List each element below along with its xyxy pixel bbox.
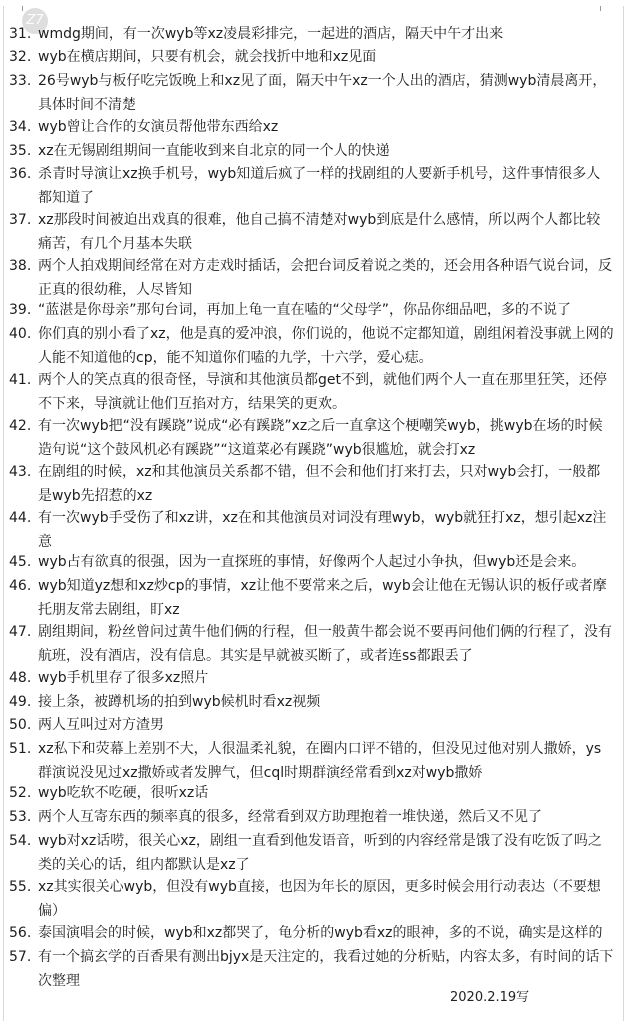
- item-text: wyb曾让合作的女演员帮他带东西给xz: [38, 119, 279, 135]
- item-number: 57.: [9, 949, 32, 965]
- list-item: [0, 322, 625, 370]
- list-item: [0, 506, 625, 554]
- item-number: 33.: [9, 73, 32, 89]
- item-text: 两人互叫过对方渣男: [38, 717, 164, 733]
- item-text: wyb手机里存了很多xz照片: [38, 670, 209, 686]
- item-text: xz其实很关心wyb，但没有wyb直接，也因为年长的原因，更多时候会用行动表达（不要想偏）: [38, 879, 601, 919]
- item-number: 46.: [9, 578, 32, 594]
- list-item: [0, 574, 625, 622]
- item-number: 32.: [9, 49, 32, 65]
- item-number: 53.: [9, 809, 32, 825]
- item-number: 45.: [9, 554, 32, 570]
- item-text: 接上条，被蹲机场的拍到wyb候机时看xz视频: [38, 694, 321, 710]
- list-item: [0, 254, 625, 302]
- item-text: 两个人的笑点真的很奇怪，导演和其他演员都get不到，就他们两个人一直在那里狂笑，还停不下来，导演就让他们互掐对方，结果笑的更欢。: [38, 372, 607, 412]
- item-text: 有一次wyb手受伤了和xz讲，xz在和其他演员对词没有理wyb，wyb就狂打xz，想引起xz注意: [38, 510, 607, 550]
- list-item: [0, 208, 625, 256]
- margin-tick-right: [600, 6, 601, 11]
- list-item: [0, 69, 625, 117]
- list-item: [0, 781, 625, 805]
- item-number: 51.: [9, 741, 32, 757]
- item-number: 31.: [9, 26, 32, 42]
- item-text: 有一次wyb把“没有蹊跷”说成“必有蹊跷”xz之后一直拿这个梗嘲笑wyb，挑wyb在场的时候造句说“这个鼓风机必有蹊跷”“这道菜必有蹊跷”wyb很尴尬，就会打xz: [38, 418, 603, 458]
- item-number: 55.: [9, 879, 32, 895]
- list-item: [0, 713, 625, 737]
- item-text: 有一个搞玄学的百香果有测出bjyx是天注定的，我看过她的分析贴，内容太多，有时间的话下次整理: [38, 949, 614, 989]
- list-item: [0, 115, 625, 139]
- item-text: 两个人互寄东西的频率真的很多，经常看到双方助理抱着一堆快递，然后又不见了: [38, 809, 542, 825]
- item-text: wyb在横店期间，只要有机会，就会找折中地和xz见面: [38, 49, 377, 65]
- margin-tick-left: [22, 6, 23, 11]
- list-item: [0, 414, 625, 462]
- item-text: xz那段时间被迫出戏真的很难，他自己搞不清楚对wyb到底是什么感情，所以两个人都比较痛苦，有几个月基本失联: [38, 212, 601, 252]
- item-text: “蓝湛是你母亲”那句台词，再加上龟一直在嗑的“父母学”，你品你细品吧，多的不说了: [38, 302, 572, 318]
- item-text: 泰国演唱会的时候，wyb和xz都哭了，龟分析的wyb看xz的眼神，多的不说，确实是这样的: [38, 925, 603, 941]
- watermark-badge: Z7: [22, 8, 48, 34]
- item-number: 48.: [9, 670, 32, 686]
- list-item: [0, 22, 625, 46]
- item-number: 44.: [9, 510, 32, 526]
- item-text: wyb吃软不吃硬，很听xz话: [38, 785, 209, 801]
- list-item: [0, 737, 625, 785]
- list-item: [0, 298, 625, 322]
- item-text: 你们真的别小看了xz，他是真的爱冲浪，你们说的，他说不定都知道，剧组闲着没事就上网的人能不知道他的cp，能不知道你们嗑的九学，十六学，爱心痣。: [38, 326, 614, 366]
- item-number: 52.: [9, 785, 32, 801]
- item-number: 50.: [9, 717, 32, 733]
- list-item: [0, 550, 625, 574]
- list-item: [0, 666, 625, 690]
- item-number: 43.: [9, 464, 32, 480]
- list-item: [0, 139, 625, 163]
- item-number: 42.: [9, 418, 32, 434]
- item-number: 41.: [9, 372, 32, 388]
- list-item: [0, 945, 625, 993]
- item-text: wmdg期间，有一次wyb等xz凌晨彩排完，一起进的酒店，隔天中午才出来: [38, 26, 504, 42]
- item-number: 49.: [9, 694, 32, 710]
- list-item: [0, 921, 625, 945]
- list-item: [0, 460, 625, 508]
- item-text: 26号wyb与板仔吃完饭晚上和xz见了面，隔天中午xz一个人出的酒店，猜测wyb清晨离开，具体时间不清楚: [38, 73, 607, 113]
- list-item: [0, 805, 625, 829]
- item-text: wyb占有欲真的很强，因为一直探班的事情，好像两个人起过小争执，但wyb还是会来。: [38, 554, 586, 570]
- item-text: 剧组期间，粉丝曾问过黄牛他们俩的行程，但一般黄牛都会说不要再问他们俩的行程了，没有航班，没有酒店，没有信息。其实是早就被买断了，或者连ss都跟丢了: [38, 624, 612, 664]
- item-number: 37.: [9, 212, 32, 228]
- item-text: xz在无锡剧组期间一直能收到来自北京的同一个人的快递: [38, 143, 390, 159]
- item-number: 34.: [9, 119, 32, 135]
- list-item: [0, 368, 625, 416]
- list-item: [0, 620, 625, 668]
- list-item: [0, 162, 625, 210]
- item-number: 38.: [9, 258, 32, 274]
- item-text: 杀青时导演让xz换手机号，wyb知道后疯了一样的找剧组的人要新手机号，这件事情很多人都知道了: [38, 166, 601, 206]
- item-text: 两个人拍戏期间经常在对方走戏时插话，会把台词反着说之类的，还会用各种语气说台词，反正真的很幼稚，人尽皆知: [38, 258, 612, 298]
- item-text: wyb对xz话唠，很关心xz，剧组一直看到他发语音，听到的内容经常是饿了没有吃饭了吗之类的关心的话，组内都默认是xz了: [38, 833, 602, 873]
- item-number: 54.: [9, 833, 32, 849]
- list-item: [0, 875, 625, 923]
- item-text: 在剧组的时候，xz和其他演员关系都不错，但不会和他们打来打去，只对wyb会打，一般都是wyb先招惹的xz: [38, 464, 601, 504]
- item-number: 35.: [9, 143, 32, 159]
- item-number: 36.: [9, 166, 32, 182]
- list-item: [0, 45, 625, 69]
- item-number: 39.: [9, 302, 32, 318]
- item-text: xz私下和荧幕上差别不大，人很温柔礼貌，在圈内口评不错的，但没见过他对别人撒娇，ys群演说没见过xz撒娇或者发脾气，但cql时期群演经常看到xz对wyb撒娇: [38, 741, 602, 781]
- signature-date: 2020.2.19写: [450, 990, 530, 1005]
- list-item: [0, 690, 625, 714]
- list-item: [0, 829, 625, 877]
- item-number: 40.: [9, 326, 32, 342]
- item-number: 47.: [9, 624, 32, 640]
- item-number: 56.: [9, 925, 32, 941]
- item-text: wyb知道yz想和xz炒cp的事情，xz让他不要常来之后，wyb会让他在无锡认识的板仔或者摩托朋友常去剧组，盯xz: [38, 578, 607, 618]
